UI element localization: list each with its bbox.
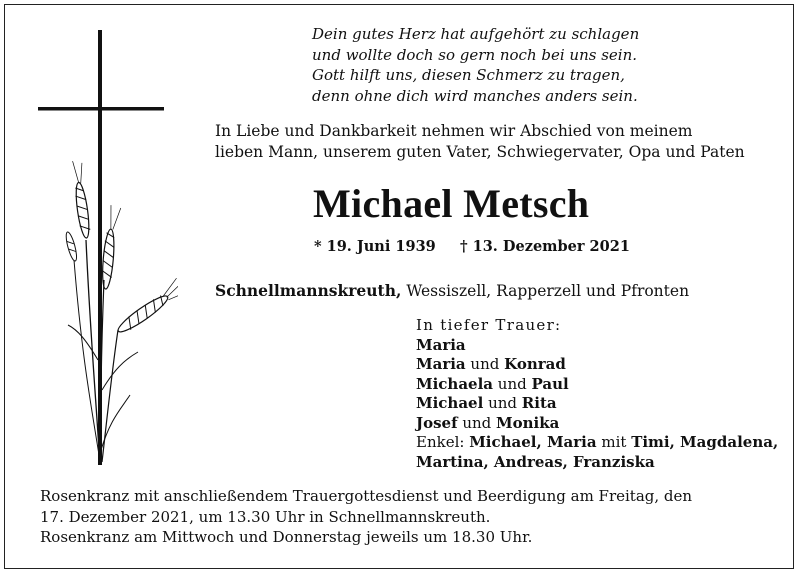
- conjunction: und: [493, 374, 532, 393]
- mourner-name: Maria: [416, 335, 466, 354]
- mourner-name: Monika: [496, 413, 560, 432]
- service-line: Rosenkranz am Mittwoch und Donnerstag jeweils um 18.30 Uhr.: [40, 528, 533, 546]
- cross-with-wheat-icon: [38, 30, 178, 470]
- mourner-line: [416, 433, 778, 453]
- service-info: [40, 486, 692, 548]
- mourner-line: [416, 453, 778, 473]
- mourner-line: [416, 394, 778, 414]
- mourner-line: [416, 375, 778, 395]
- mourner-name: Josef: [416, 413, 458, 432]
- poem-line: und wollte doch so gern noch bei uns sein.: [312, 45, 638, 64]
- mourner-name: Michael, Maria: [469, 433, 597, 451]
- mourner-name: Michaela: [416, 374, 494, 393]
- mourner-name: Paul: [531, 374, 569, 393]
- mourner-line: [416, 355, 778, 375]
- mourner-name: Michael: [416, 394, 484, 412]
- conjunction: und: [465, 355, 505, 373]
- mourner-line: [416, 336, 778, 356]
- deceased-name: Michael Metsch: [313, 181, 590, 226]
- birth-date: * 19. Juni 1939: [314, 238, 436, 255]
- poem-line: Gott hilft uns, diesen Schmerz zu tragen,: [312, 66, 625, 84]
- place-rest: Wessiszell, Rapperzell und Pfronten: [401, 282, 690, 300]
- conjunction: mit: [596, 433, 632, 451]
- service-line: 17. Dezember 2021, um 13.30 Uhr in Schnellmannskreuth.: [40, 507, 491, 526]
- mourners-lead: In tiefer Trauer:: [416, 316, 562, 334]
- intro-text: [215, 121, 745, 163]
- places-line: [215, 281, 689, 300]
- conjunction: und: [483, 394, 522, 412]
- mourners-list: [416, 316, 778, 472]
- service-line: Rosenkranz mit anschließendem Trauergottesdienst und Beerdigung am Freitag, den: [40, 487, 693, 505]
- place-main: Schnellmannskreuth,: [215, 281, 402, 300]
- intro-line: In Liebe und Dankbarkeit nehmen wir Abschied von meinem: [215, 122, 693, 140]
- poem: [312, 24, 639, 106]
- death-date: † 13. Dezember 2021: [460, 238, 630, 255]
- mourner-name: Rita: [521, 394, 557, 412]
- poem-line: denn ohne dich wird manches anders sein.: [312, 86, 638, 105]
- mourner-name: Timi, Magdalena,: [631, 433, 779, 451]
- mourner-line: [416, 414, 778, 434]
- mourner-name: Martina, Andreas, Franziska: [416, 452, 655, 471]
- intro-line: lieben Mann, unserem guten Vater, Schwiegervater, Opa und Paten: [215, 143, 745, 161]
- mourner-name: Maria: [416, 355, 466, 373]
- grandchildren-label: Enkel:: [416, 433, 470, 451]
- poem-line: Dein gutes Herz hat aufgehört zu schlagen: [312, 25, 640, 43]
- mourner-name: Konrad: [504, 355, 566, 373]
- conjunction: und: [457, 413, 497, 432]
